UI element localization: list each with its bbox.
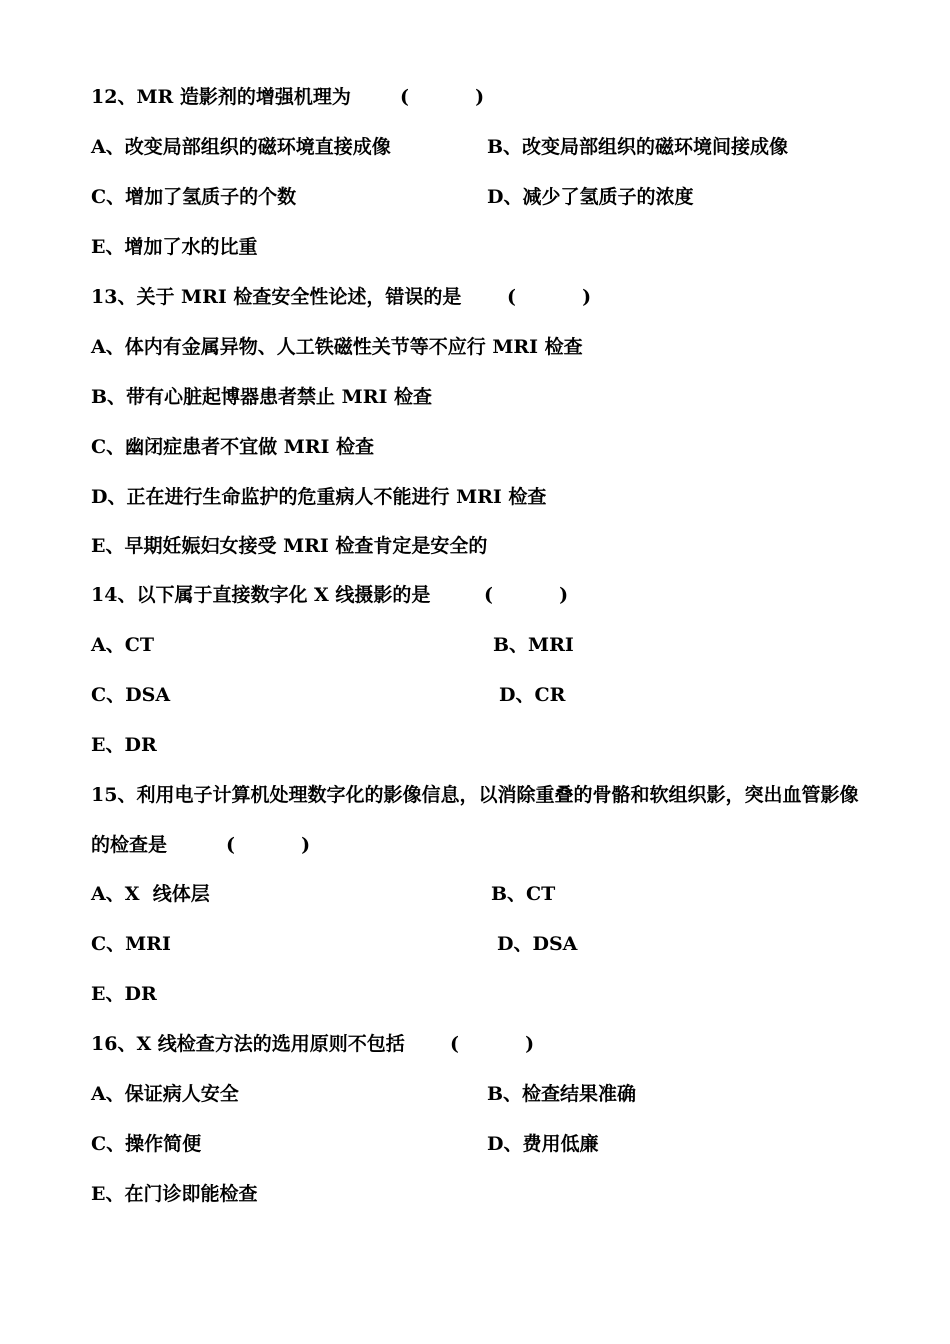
question-14-option-e: E、DR	[91, 734, 157, 756]
question-14-option-a: A、CT	[91, 634, 155, 656]
question-15-option-d: D、DSA	[497, 933, 578, 955]
question-13-option-d: D、正在进行生命监护的危重病人不能进行 MRI 检查	[91, 486, 547, 508]
question-16-option-e: E、在门诊即能检查	[91, 1183, 258, 1205]
question-13-stem: 13、关于 MRI 检查安全性论述，错误的是	[91, 286, 462, 308]
question-16-stem: 16、X 线检查方法的选用原则不包括	[91, 1033, 405, 1055]
question-12-option-b: B、改变局部组织的磁环境间接成像	[487, 136, 789, 158]
question-12-answer-blank: ( )	[400, 86, 485, 108]
question-16-option-d: D、费用低廉	[487, 1133, 599, 1155]
question-15-option-a: A、X 线体层	[91, 883, 210, 905]
question-12-option-a: A、改变局部组织的磁环境直接成像	[91, 136, 391, 158]
question-14-answer-blank: ( )	[484, 584, 569, 606]
question-13-option-b: B、带有心脏起博器患者禁止 MRI 检查	[91, 386, 432, 408]
question-13-option-e: E、早期妊娠妇女接受 MRI 检查肯定是安全的	[91, 535, 488, 557]
question-14-option-c: C、DSA	[91, 684, 171, 706]
question-14-option-b: B、MRI	[493, 634, 574, 656]
question-13-answer-blank: ( )	[507, 286, 592, 308]
question-15-stem-line-1: 15、利用电子计算机处理数字化的影像信息，以消除重叠的骨骼和软组织影，突出血管影像	[91, 784, 859, 806]
question-16-option-a: A、保证病人安全	[91, 1083, 239, 1105]
question-16-option-b: B、检查结果准确	[487, 1083, 637, 1105]
question-15-option-b: B、CT	[491, 883, 556, 905]
question-15-answer-blank: ( )	[226, 834, 311, 856]
question-12-option-d: D、减少了氢质子的浓度	[487, 186, 694, 208]
question-13-option-a: A、体内有金属异物、人工铁磁性关节等不应行 MRI 检查	[91, 336, 583, 358]
question-15-option-c: C、MRI	[91, 933, 171, 955]
question-15-option-e: E、DR	[91, 983, 157, 1005]
question-16-option-c: C、操作简便	[91, 1133, 202, 1155]
question-15-stem-line-2: 的检查是	[91, 834, 168, 856]
question-14-option-d: D、CR	[499, 684, 566, 706]
question-12-option-c: C、增加了氢质子的个数	[91, 186, 297, 208]
question-16-answer-blank: ( )	[450, 1033, 535, 1055]
question-14-stem: 14、以下属于直接数字化 X 线摄影的是	[91, 584, 431, 606]
question-12-stem: 12、MR 造影剂的增强机理为	[91, 86, 351, 108]
question-13-option-c: C、幽闭症患者不宜做 MRI 检查	[91, 436, 375, 458]
question-12-option-e: E、增加了水的比重	[91, 236, 258, 258]
